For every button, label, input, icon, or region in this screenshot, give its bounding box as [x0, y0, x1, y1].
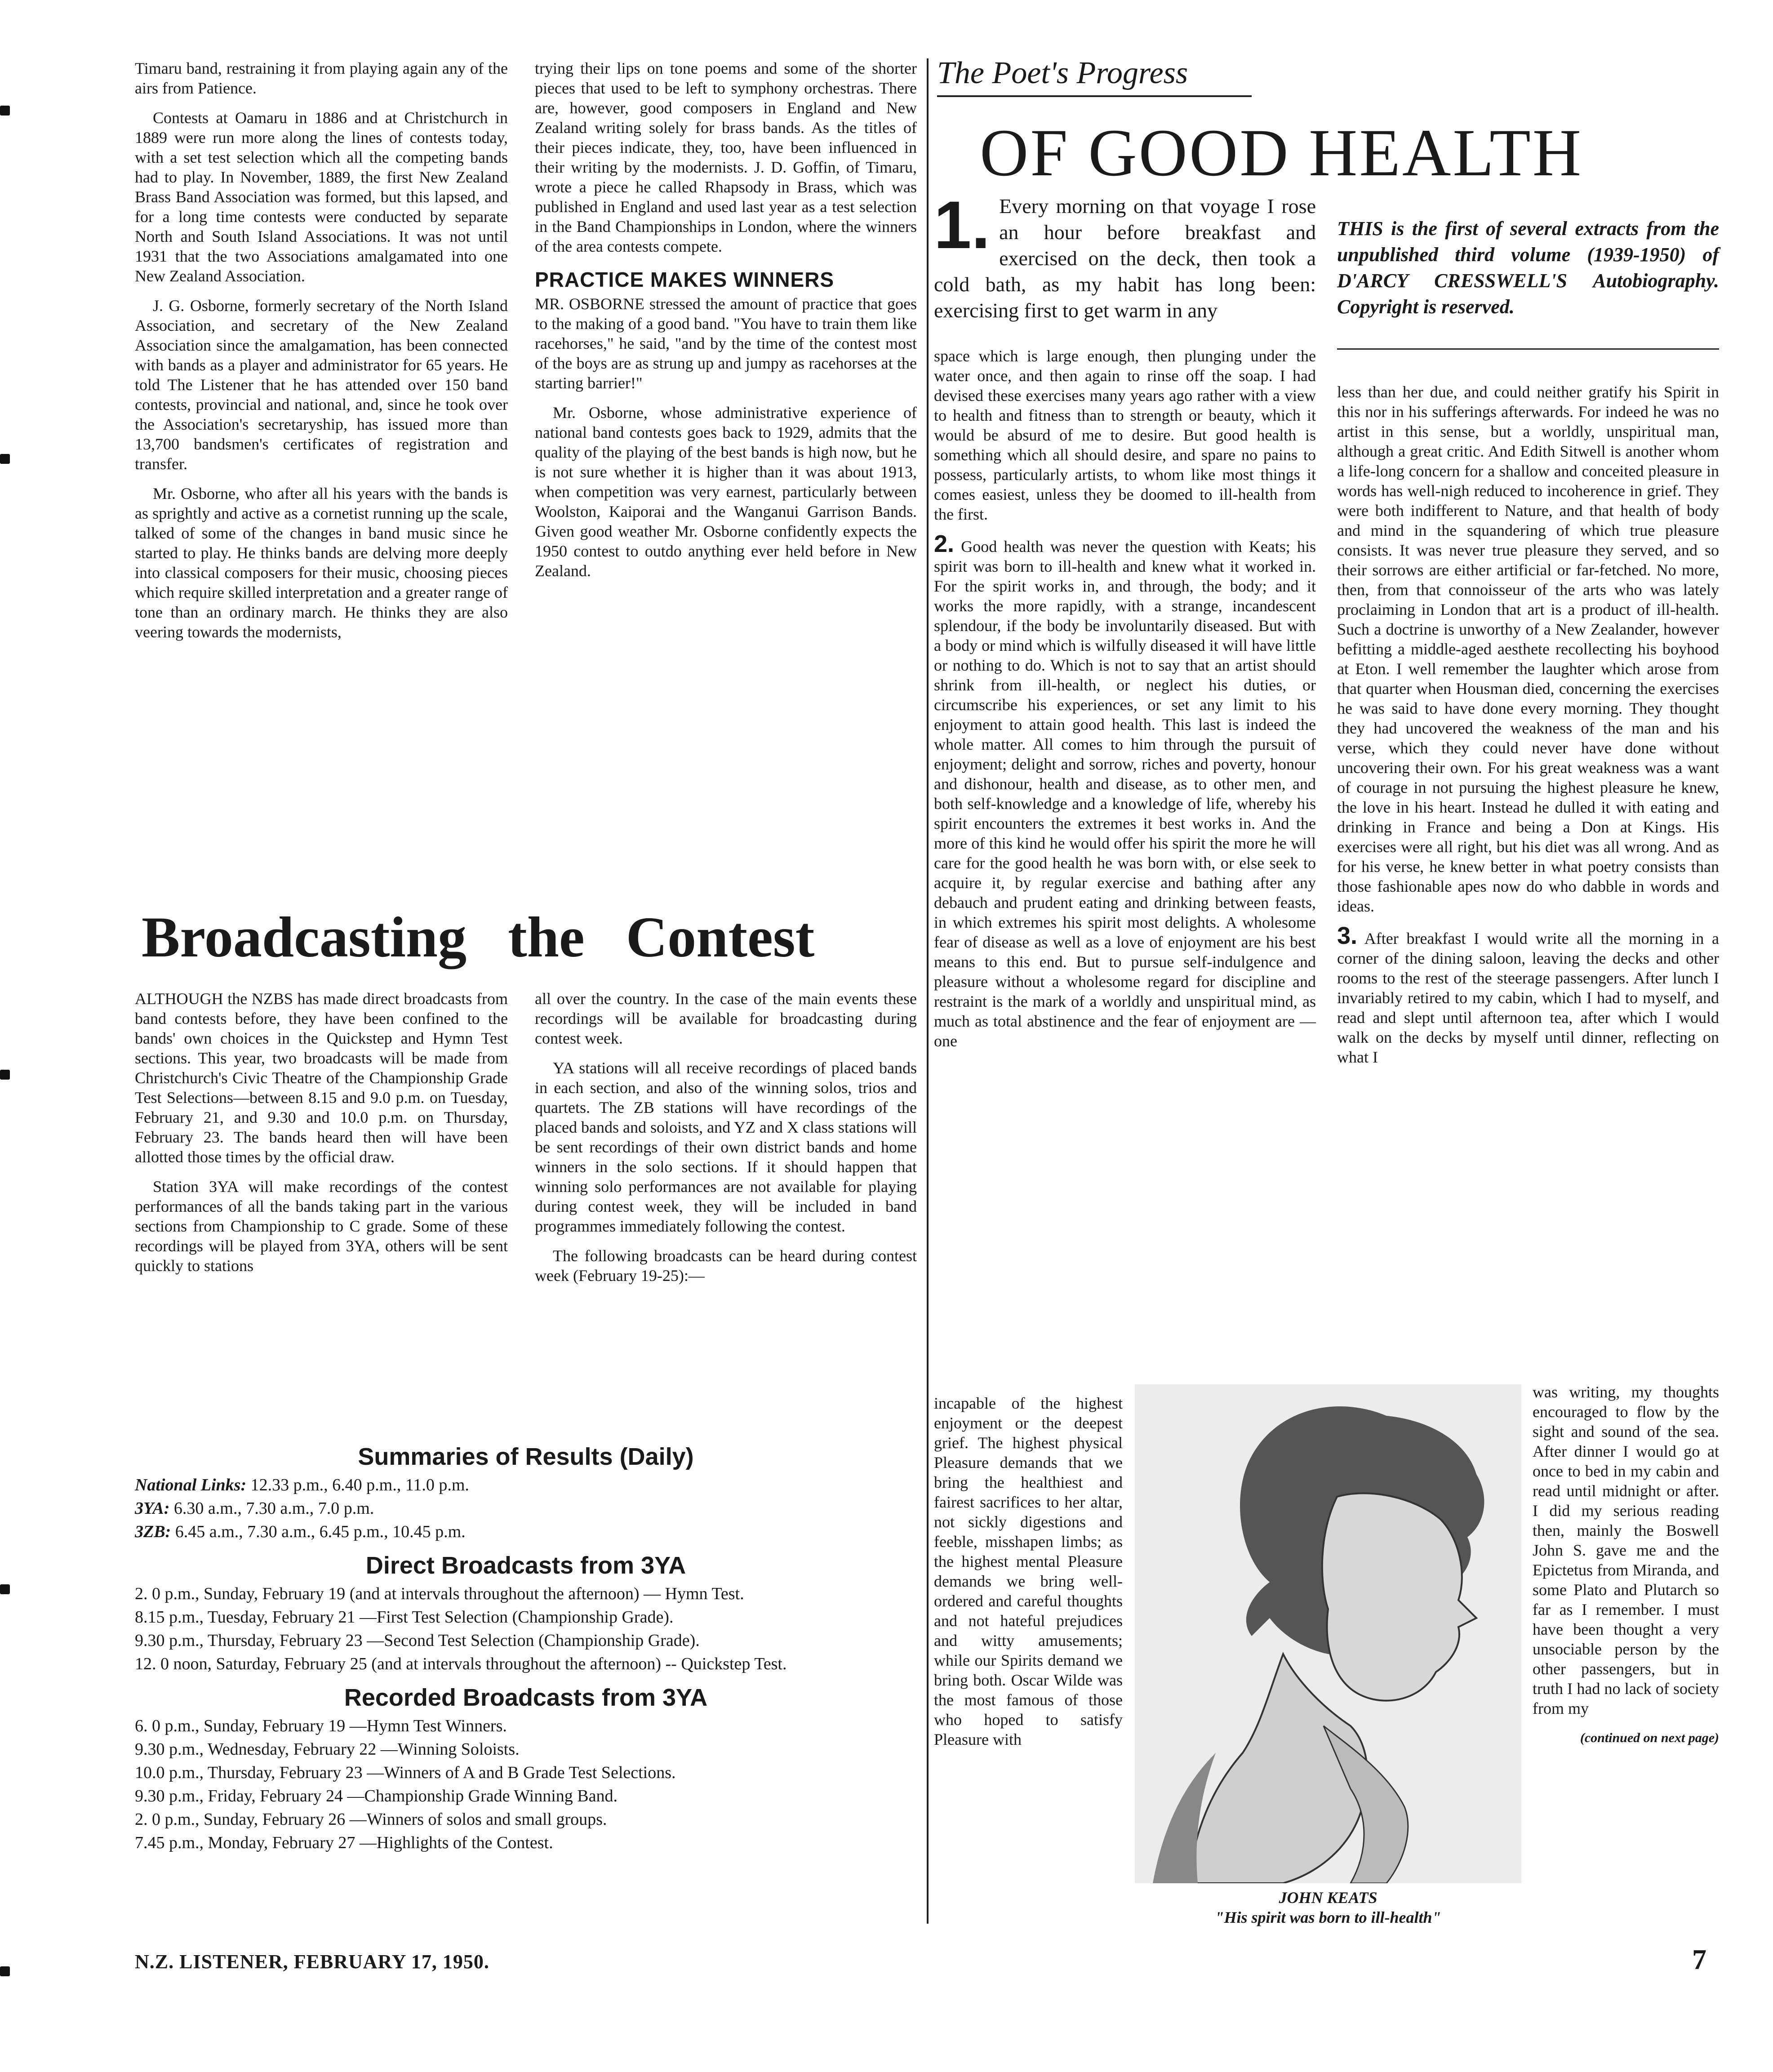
section-1-lead [934, 187, 1316, 324]
paragraph: The following broadcasts can be heard during contest week (February 19-25):— [535, 1247, 917, 1285]
schedule-line: 12. 0 noon, Saturday, February 25 (and at intervals throughout the afternoon) -- Quickstep Test. [135, 1654, 787, 1673]
broadcast-col-1 [135, 989, 508, 1285]
masthead-footer: N.Z. LISTENER, FEBRUARY 17, 1950. [135, 1951, 489, 1973]
paragraph: Station 3YA will make recordings of the contest performances of all the bands taking part in the various sections from Championship to C grade. Some of these recordings will be played from 3YA, others will be sent quickly to stations [135, 1178, 508, 1275]
schedule-line: 6. 0 p.m., Sunday, February 19 —Hymn Test Winners. [135, 1716, 507, 1735]
schedule-line: 7.45 p.m., Monday, February 27 —Highlights of the Contest. [135, 1833, 553, 1852]
kicker-underline [937, 95, 1252, 97]
schedule-heading-direct: Direct Broadcasts from 3YA [365, 1552, 686, 1579]
broadcast-col-2 [535, 989, 917, 1295]
schedule-times: 6.45 a.m., 7.30 a.m., 6.45 p.m., 10.45 p.m. [175, 1522, 466, 1541]
paragraph: trying their lips on tone poems and some of the shorter pieces that used to be left to symphony orchestras. There are, however, good composers in England and New Zealand writing solely for brass bands. As the titles of their pieces indicate, they, too, have been influenced in their writing by the modernists. J. D. Goffin, of Timaru, wrote a piece he called Rhapsody in Brass, which was published in England and used last year as a test selection in the Band Championships in London, where the winners of the area contests compete. [535, 59, 917, 255]
paragraph: ALTHOUGH the NZBS has made direct broadcasts from band contests before, they have been confined to the bands' own choices in the Quickstep and Hymn Test sections. This year, two broadcasts will be made from Christchurch's Civic Theatre of the Championship Grade Test Selections—between 8.15 and 9.0 p.m. on Tuesday, February 21, and 9.30 and 10.0 p.m. on Thursday, February 23. The bands heard then will have been allotted those times by the official draw. [135, 990, 508, 1166]
paragraph: incapable of the highest enjoyment or the deepest grief. The highest physical Pleasure demands that we bring the healthiest and fairest sacrifices to her altar, not sickly digestions and feeble, misshapen limbs; as the highest mental Pleasure demands we bring well-ordered and careful thoughts and not hateful prejudices and witty amusements; while our Spirits demand we bring both. Oscar Wilde was the most famous of those who hoped to satisfy Pleasure with [934, 1394, 1123, 1748]
paragraph [1337, 922, 1719, 1067]
schedule-line [135, 1520, 917, 1543]
paragraph: less than her due, and could neither gratify his Spirit in this nor in his sufferings afterwards. For indeed he was no artist in this sense, but a worldly, unspiritual man, although a great critic. And Edith Sitwell is another whom a life-long concern for a shallow and conceited pleasure in words has well-nigh reduced to incoherence in grief. They were both indifferent to Nature, and that health of body and mind in the squandering of which true pleasure consists. It was never true pleasure they served, and so their sorrows are either artificial or far-fetched. No more, then, from that connoisseur of the arts who was lately proclaiming in London that art is a product of ill-health. Such a doctrine is unworthy of a New Zealander, however befitting a middle-aged aesthete recollecting his boyhood at Eton. I well remember the laughter which arose from that quarter when Housman died, concerning the exercises he was said to have done every morning. They thought they had uncovered the weakness of the man and his verse, which they could never have done without uncovering their own. For his great weakness was a want of courage in not pursuing the highest pleasure he knew, the love in his heart. Instead he dulled it with eating and drinking in France and being a Don at Kings. His exercises were all right, but his diet was all wrong. And as for his verse, he knew better in what poetry consists than those fashionable apes now do who dabble in words and ideas. [1337, 383, 1719, 915]
poet-col-3 [934, 346, 1316, 1061]
intro-rule [1337, 348, 1719, 350]
schedule-line: 9.30 p.m., Thursday, February 23 —Second Test Selection (Championship Grade). [135, 1631, 700, 1650]
kicker: The Poet's Progress [937, 56, 1188, 90]
intro-box [1337, 216, 1719, 320]
schedule-line: 9.30 p.m., Wednesday, February 22 —Winning Soloists. [135, 1740, 520, 1759]
poet-col-3-narrow [934, 1393, 1123, 1759]
schedule-heading-recorded: Recorded Broadcasts from 3YA [344, 1684, 708, 1711]
paragraph: Mr. Osborne, whose administrative experience of national band contests goes back to 1929, admits that the quality of the playing of the best bands is high now, but he is not sure whether it is higher than it was about 1913, when competition was very earnest, particularly between Woolston, Kaiporai and the Wanganui Garrison Bands. Given good weather Mr. Osborne confidently expects the 1950 contest to outdo anything ever held before in New Zealand. [535, 404, 917, 580]
schedule-line: 9.30 p.m., Friday, February 24 —Championship Grade Winning Band. [135, 1787, 618, 1805]
section-number: 3. [1337, 922, 1358, 949]
paragraph [934, 530, 1316, 1051]
paragraph: MR. OSBORNE stressed the amount of practice that goes to the making of a good band. "You have to train them like racehorses," he said, "and by the time of the contest most of the boys are as strung up and jumpy as racehorses at the starting barrier!" [535, 295, 917, 392]
continued-note: (continued on next page) [1580, 1730, 1719, 1745]
registration-mark [0, 1070, 10, 1080]
registration-mark [0, 1584, 10, 1594]
section-2-text: Good health was never the question with Keats; his spirit was born to ill-health and knew what it worked in. For the spirit works in, and through, the body; and it works the more rapidly, with a strange, incandescent splendour, if the body be involuntarily diseased. But with a body or mind which is wilfully diseased it will have little or nothing to do. Which is not to say that an artist should shrink from ill-health, or neglect his duties, or circumscribe his experiences, or set any limit to his enjoyment to attain good health. This last is indeed the whole matter. All comes to him through the pursuit of enjoyment; delight and sorrow, riches and poverty, honour and dishonour, health and disease, as to other men, and both self-knowledge and a knowledge of life, whereby his spirit encounters the extremes it best works in. And the more of this kind he would offer his spirit the more he will care for the good health he was born with, or else seek to acquire it, by regular exercise and bathing after any debauch and prudent eating and drinking between feasts, in which extremes his spirit most delights. A wholesome fear of disease as well as a love of enjoyment are his best means to this end. But to pursue self-indulgence and pleasure without a wholesome regard for discipline and restraint is the mark of a worldly and unspiritual mind, as much as total abstinence and the fear of enjoyment are — one [934, 538, 1316, 1050]
schedule-line: 8.15 p.m., Tuesday, February 21 —First Test Selection (Championship Grade). [135, 1608, 674, 1627]
paragraph: was writing, my thoughts encouraged to flow by the sight and sound of the sea. After dinner I would go at once to bed in my cabin and read until midnight or after. I did my serious reading then, mainly the Boswell John S. gave me and the Epictetus from Miranda, and some Plato and Plutarch so far as I remember. I must have been thought a very unsociable person by the other passengers, but in truth I had no lack of society from my [1533, 1383, 1719, 1717]
registration-mark [0, 454, 10, 464]
paragraph: J. G. Osborne, formerly secretary of the North Island Association, and secretary of the New Zealand Association since the amalgamation, has been connected with bands as a player and administrator for 65 years. He told The Listener that he has attended over 150 band contests, provincial and national, and, since he took over the Association's secretaryship, has issued more than 13,700 bandsmen's certificates of registration and transfer. [135, 297, 508, 473]
schedule-line: 2. 0 p.m., Sunday, February 19 (and at intervals throughout the afternoon) — Hymn Test. [135, 1584, 744, 1603]
article-title: OF GOOD HEALTH [980, 116, 1583, 190]
section-number: 1. [934, 187, 991, 262]
broadcast-title: Broadcasting the Contest [142, 905, 815, 969]
portrait-illustration [1135, 1384, 1521, 1883]
poet-col-4-narrow [1533, 1382, 1719, 1758]
schedule-times: 12.33 p.m., 6.40 p.m., 11.0 p.m. [250, 1476, 469, 1494]
paragraph: Contests at Oamaru in 1886 and at Christchurch in 1889 were run more along the lines of contests today, with a set test selection which all the competing bands had to play. In November, 1889, the first New Zealand Brass Band Association was formed, but this lapsed, and for a long time contests were conducted by separate North and South Island Associations. It was not until 1931 that the two Associations amalgamated into one New Zealand Association. [135, 109, 508, 285]
paragraph: YA stations will all receive recordings of placed bands in each section, and also of the winning solos, trios and quartets. The ZB stations will have recordings of the placed bands and soloists, and YZ and X class stations will be sent recordings of their own district bands and home winners in the solo sections. If it should happen that winning solo performances are not available for playing during contest week, they will be included in band programmes immediately following the contest. [535, 1059, 917, 1235]
schedule-label: National Links: [135, 1476, 247, 1494]
column-rule [927, 58, 929, 1924]
section-heading: PRACTICE MAKES WINNERS [535, 268, 835, 291]
section-number: 2. [934, 530, 955, 557]
schedule-line [135, 1473, 917, 1497]
poet-col-4 [1337, 382, 1719, 1077]
registration-mark [0, 1966, 10, 1976]
page-number: 7 [1692, 1943, 1706, 1975]
photo-caption-name: JOHN KEATS [1279, 1889, 1378, 1907]
paragraph: Mr. Osborne, who after all his years with the bands is as sprightly and active as a cornetist running up the scale, talked of some of the changes in band music since he started to play. He thinks bands are delving more deeply into classical composers for their music, choosing pieces which require skilled interpretation and a greater range of tone than an ordinary march. He thinks they are also veering towards the modernists, [135, 485, 508, 641]
schedule-heading-summaries: Summaries of Results (Daily) [358, 1443, 694, 1470]
schedule-label: 3YA: [135, 1499, 170, 1518]
paragraph: space which is large enough, then plunging under the water once, and then again to rinse off the soap. I had devised these exercises many years ago rather with a view to health and fitness than to strength or beauty, which it would be absurd of me to desire. But good health is something which all should desire, and spare no pains to possess, particularly artists, to whom like most things it comes easiest, unless they be doomed to ill-health from the first. [934, 347, 1316, 523]
photo-caption-quote: "His spirit was born to ill-health" [1215, 1908, 1441, 1926]
schedule-line: 2. 0 p.m., Sunday, February 26 —Winners of solos and small groups. [135, 1810, 607, 1829]
intro-text: THIS is the first of several extracts from the unpublished third volume (1939-1950) of D'ARCY CRESSWELL'S Autobiography. Copyright is reserved. [1337, 218, 1719, 318]
section-3-text: After breakfast I would write all the morning in a corner of the dining saloon, leaving the decks and other rooms to the rest of the steerage passengers. After lunch I invariably retired to my cabin, which I had to myself, and read and slept until afternoon tea, after which I would walk on the decks by myself until dinner, reflecting on what I [1337, 929, 1719, 1066]
paragraph: Every morning on that voyage I rose an hour before breakfast and exercised on the deck, then took a cold bath, as my habit has long been: exercising first to get warm in any [934, 195, 1316, 322]
paragraph: all over the country. In the case of the main events these recordings will be available for broadcasting during contest week. [535, 990, 917, 1047]
schedule-label: 3ZB: [135, 1522, 171, 1541]
broadcast-schedule [135, 1443, 917, 1854]
paragraph: Timaru band, restraining it from playing again any of the airs from Patience. [135, 59, 508, 97]
schedule-line [135, 1497, 917, 1520]
keats-portrait [1135, 1384, 1521, 1883]
registration-mark [0, 106, 10, 116]
article-col-2 [535, 58, 917, 591]
schedule-line: 10.0 p.m., Thursday, February 23 —Winners of A and B Grade Test Selections. [135, 1763, 676, 1782]
article-col-1 [135, 58, 508, 652]
schedule-times: 6.30 a.m., 7.30 a.m., 7.0 p.m. [173, 1499, 374, 1518]
